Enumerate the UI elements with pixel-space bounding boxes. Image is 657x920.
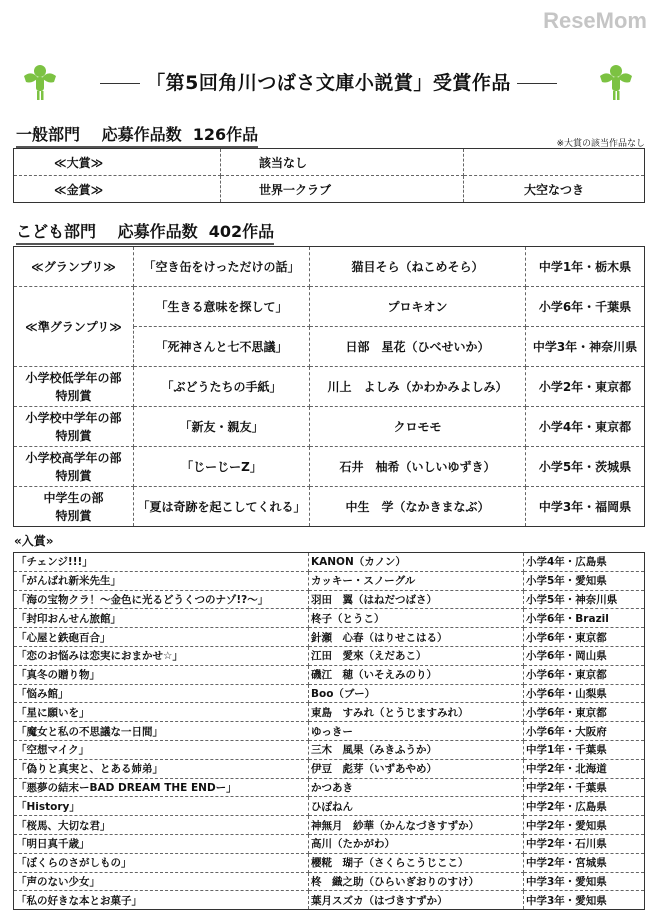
author: 江田 愛來（えだあこ）: [309, 646, 524, 665]
watermark-logo: ReseMom: [543, 8, 647, 33]
work-title: 「空き缶をけっただけの話」: [134, 247, 310, 287]
work-title: 「悩み館」: [14, 684, 309, 703]
author: 磯江 穂（いそえみのり）: [309, 665, 524, 684]
work-title: 「生きる意味を探して」: [134, 287, 310, 327]
work-title: 「声のない少女」: [14, 872, 309, 891]
author: 葉月スズカ（はづきすずか）: [309, 891, 524, 910]
table-row: [14, 176, 645, 203]
author: KANON（カノン）: [309, 553, 524, 572]
work-title: 「桜馬、大切な君」: [14, 816, 309, 835]
work-title: 「ぼくらのさがしもの」: [14, 853, 309, 872]
school: 小学5年・神奈川県: [524, 590, 645, 609]
school: 小学6年・東京都: [524, 665, 645, 684]
award: [14, 407, 134, 447]
author: クロモモ: [310, 407, 526, 447]
work-title: 「偽りと真実と、とある姉弟」: [14, 759, 309, 778]
author: 伊豆 彪芽（いずあやめ）: [309, 759, 524, 778]
award-type: 特別賞: [55, 508, 92, 523]
award-division: 小学校高学年の部: [25, 450, 122, 465]
work-title: 「明日真千歳」: [14, 834, 309, 853]
work-title: 「じーじーZ」: [134, 447, 310, 487]
author: カッキー・スノーグル: [309, 571, 524, 590]
author: 高川（たかがわ）: [309, 834, 524, 853]
table-row: [14, 646, 645, 665]
kids-table: [13, 246, 645, 527]
table-row: [14, 553, 645, 572]
award-type: 特別賞: [55, 468, 92, 483]
author: 柊 織之助（ひらいぎおりのすけ）: [309, 872, 524, 891]
work-title: 「海の宝物クラ！～金色に光るどうくつのナゾ!?～」: [14, 590, 309, 609]
table-row: [14, 487, 645, 527]
school: 小学6年・Brazil: [524, 609, 645, 628]
work-title: 「星に願いを」: [14, 703, 309, 722]
special-awards: [14, 367, 645, 527]
kids-heading: こども部門 応募作品数 402作品: [16, 219, 274, 245]
work-title: 「心屋と鉄砲百合」: [14, 628, 309, 647]
work-title: 「夏は奇跡を起こしてくれる」: [134, 487, 310, 527]
general-table: [13, 148, 645, 203]
author: プロキオン: [310, 287, 526, 327]
author: 中生 学（なかきまなぶ）: [310, 487, 526, 527]
table-row: [14, 853, 645, 872]
award: [14, 487, 134, 527]
work-title: 「ぶどうたちの手紙」: [134, 367, 310, 407]
school: 中学3年・福岡県: [526, 487, 645, 527]
school: 中学1年・栃木県: [526, 247, 645, 287]
table-row: [14, 590, 645, 609]
school: 小学5年・茨城県: [526, 447, 645, 487]
school: 中学3年・愛知県: [524, 872, 645, 891]
school: 小学4年・広島県: [524, 553, 645, 572]
school: 中学2年・石川県: [524, 834, 645, 853]
author: かつあき: [309, 778, 524, 797]
table-row: [14, 447, 645, 487]
table-row: [14, 407, 645, 447]
work-title: 「封印おんせん旅館」: [14, 609, 309, 628]
table-row: [14, 722, 645, 741]
award-type: 特別賞: [55, 388, 92, 403]
prize-label: «入賞»: [14, 534, 54, 548]
award: [14, 447, 134, 487]
school: 小学6年・大阪府: [524, 722, 645, 741]
work-title: 「チェンジ!!!」: [14, 553, 309, 572]
author: 柊子（とうこ）: [309, 609, 524, 628]
table-row: [14, 247, 645, 287]
table-row: [14, 571, 645, 590]
school: 小学6年・東京都: [524, 628, 645, 647]
school: 中学2年・愛知県: [524, 816, 645, 835]
school: 小学5年・愛知県: [524, 571, 645, 590]
award-type: 特別賞: [55, 428, 92, 443]
work-title: 「空想マイク」: [14, 740, 309, 759]
work-title: 「魔女と私の不思議な一日間」: [14, 722, 309, 741]
school: 小学6年・山梨県: [524, 684, 645, 703]
table-row: [14, 367, 645, 407]
author: 神無月 紗華（かんなづきすずか）: [309, 816, 524, 835]
school: 小学6年・岡山県: [524, 646, 645, 665]
work-title: 「悪夢の結末ーBAD DREAM THE ENDー」: [14, 778, 309, 797]
school: 小学6年・東京都: [524, 703, 645, 722]
school: 中学3年・神奈川県: [526, 327, 645, 367]
author: 猫目そら（ねこめそら）: [310, 247, 526, 287]
table-row: [14, 149, 645, 176]
school: 中学2年・広島県: [524, 797, 645, 816]
table-row: [14, 740, 645, 759]
work-title: 「恋のお悩みは恋実におまかせ☆」: [14, 646, 309, 665]
work-title: 「死神さんと七不思議」: [134, 327, 310, 367]
author: 三木 風果（みきふうか）: [309, 740, 524, 759]
work-title: 「新友・親友」: [134, 407, 310, 447]
title-text: 「第5回角川つばさ文庫小説賞」受賞作品: [146, 72, 511, 94]
general-heading: 一般部門 応募作品数 126作品: [16, 122, 258, 148]
table-row: [14, 287, 645, 327]
author: 石井 柚希（いしいゆずき）: [310, 447, 526, 487]
school: 中学1年・千葉県: [524, 740, 645, 759]
author: [464, 149, 645, 176]
author: Boo（ブー）: [309, 684, 524, 703]
school: 中学3年・愛知県: [524, 891, 645, 910]
work-title: 該当なし: [221, 149, 464, 176]
work-title: 「がんばれ新米先生」: [14, 571, 309, 590]
school: 中学2年・宮城県: [524, 853, 645, 872]
table-row: [14, 797, 645, 816]
author: 櫻糀 瑚子（さくらこうじここ）: [309, 853, 524, 872]
author: 川上 よしみ（かわかみよしみ）: [310, 367, 526, 407]
award-division: 中学生の部: [43, 490, 104, 505]
table-row: [14, 872, 645, 891]
table-row: [14, 665, 645, 684]
table-row: [14, 609, 645, 628]
general-note: ※大賞の該当作品なし: [556, 139, 645, 149]
author: 日部 星花（ひべせいか）: [310, 327, 526, 367]
work-title: 「History」: [14, 797, 309, 816]
award: ≪金賞≫: [14, 176, 221, 203]
award: ≪大賞≫: [14, 149, 221, 176]
table-row: [14, 834, 645, 853]
school: 中学2年・北海道: [524, 759, 645, 778]
table-row: [14, 778, 645, 797]
page-title: [0, 68, 657, 95]
table-row: [14, 703, 645, 722]
award: ≪準グランプリ≫: [14, 287, 134, 367]
author: 羽田 翼（はねだつばさ）: [309, 590, 524, 609]
author: 東島 すみれ（とうじますみれ）: [309, 703, 524, 722]
prize-table: [13, 552, 645, 910]
work-title: 「私の好きな本とお菓子」: [14, 891, 309, 910]
table-row: [14, 759, 645, 778]
award-division: 小学校中学年の部: [25, 410, 122, 425]
work-title: 「真冬の贈り物」: [14, 665, 309, 684]
author: ゆっきー: [309, 722, 524, 741]
table-row: [14, 816, 645, 835]
school: 中学2年・千葉県: [524, 778, 645, 797]
author: ひぽねん: [309, 797, 524, 816]
author: 針瀬 心春（はりせこはる）: [309, 628, 524, 647]
work-title: 世界一クラブ: [221, 176, 464, 203]
table-row: [14, 891, 645, 910]
school: 小学6年・千葉県: [526, 287, 645, 327]
table-row: [14, 684, 645, 703]
award: ≪グランプリ≫: [14, 247, 134, 287]
school: 小学2年・東京都: [526, 367, 645, 407]
school: 小学4年・東京都: [526, 407, 645, 447]
table-row: [14, 628, 645, 647]
award-division: 小学校低学年の部: [25, 370, 122, 385]
author: 大空なつき: [464, 176, 645, 203]
award: [14, 367, 134, 407]
